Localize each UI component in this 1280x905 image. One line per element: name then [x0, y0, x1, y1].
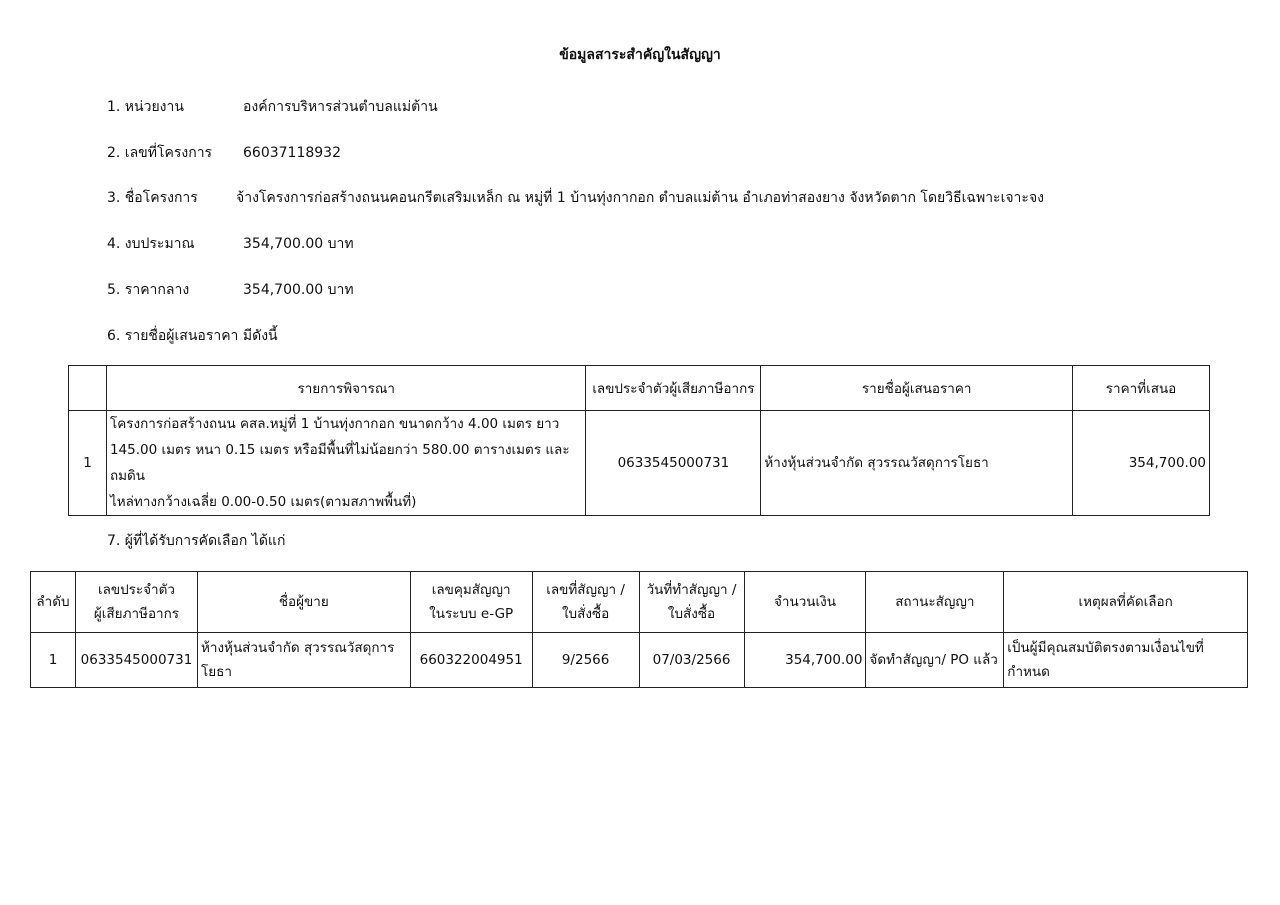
field-project-number	[107, 142, 341, 164]
table-row	[69, 411, 1210, 516]
field-budget	[107, 233, 354, 255]
document-title: ข้อมูลสาระสำคัญในสัญญา	[559, 47, 721, 63]
seller-line: โยธา	[200, 664, 232, 680]
cell-bidder: ห้างหุ้นส่วนจำกัด สุวรรณวัสดุการโยธา	[761, 411, 1073, 516]
header-blank	[69, 366, 107, 411]
field-value: องค์การบริหารส่วนตำบลแม่ต้าน	[243, 99, 438, 115]
field-label: 1. หน่วยงาน	[107, 99, 184, 115]
header-line: ใบสั่งซื้อ	[561, 606, 610, 622]
header-tax-id: เลขประจำตัวผู้เสียภาษีอากร	[586, 366, 761, 411]
header-line: เลขที่สัญญา /	[546, 582, 625, 598]
cell-amount: 354,700.00	[744, 633, 866, 688]
header-tax-id	[75, 572, 197, 633]
header-bidder: รายชื่อผู้เสนอราคา	[761, 366, 1073, 411]
cell-control-no: 660322004951	[410, 633, 532, 688]
field-label: 5. ราคากลาง	[107, 282, 190, 298]
header-item: รายการพิจารณา	[106, 366, 585, 411]
header-seller: ชื่อผู้ขาย	[197, 572, 410, 633]
cell-seller	[197, 633, 410, 688]
item-line: ไหล่ทางกว้างเฉลี่ย 0.00-0.50 เมตร(ตามสภาพพื้นที่)	[109, 494, 417, 510]
field-agency	[107, 96, 438, 118]
field-label: 3. ชื่อโครงการ	[107, 190, 198, 206]
section-bidders-heading: 6. รายชื่อผู้เสนอราคา มีดังนี้	[107, 328, 278, 344]
cell-no: 1	[31, 633, 76, 688]
header-line: เลขประจำตัว	[97, 582, 175, 598]
cell-tax-id: 0633545000731	[75, 633, 197, 688]
header-contract-date	[639, 572, 744, 633]
field-value: จ้างโครงการก่อสร้างถนนคอนกรีตเสริมเหล็ก ณ หมู่ที่ 1 บ้านทุ่งกากอก ตำบลแม่ต้าน อำเภอท่าสองยาง จังหวัดตาก โดยวิธีเฉพาะเจาะจง	[236, 190, 1044, 206]
table-row	[31, 633, 1248, 688]
field-value: 66037118932	[243, 145, 341, 161]
section-selected-heading: 7. ผู้ที่ได้รับการคัดเลือก ได้แก่	[107, 533, 286, 549]
field-value: 354,700.00 บาท	[243, 236, 354, 252]
header-line: เลขคุมสัญญา	[431, 582, 511, 598]
table-header-row	[31, 572, 1248, 633]
cell-contract-date: 07/03/2566	[639, 633, 744, 688]
cell-contract-no: 9/2566	[532, 633, 639, 688]
cell-tax-id: 0633545000731	[586, 411, 761, 516]
header-control-no	[410, 572, 532, 633]
seller-line: ห้างหุ้นส่วนจำกัด สุวรรณวัสดุการ	[200, 640, 395, 656]
header-reason: เหตุผลที่คัดเลือก	[1004, 572, 1248, 633]
cell-status: จัดทำสัญญา/ PO แล้ว	[866, 633, 1004, 688]
header-price: ราคาที่เสนอ	[1073, 366, 1210, 411]
cell-item	[106, 411, 585, 516]
field-value: 354,700.00 บาท	[243, 282, 354, 298]
field-label: 4. งบประมาณ	[107, 236, 195, 252]
cell-reason: เป็นผู้มีคุณสมบัติตรงตามเงื่อนไขที่กำหนด	[1004, 633, 1248, 688]
selected-table	[30, 571, 1248, 688]
table-header-row	[69, 366, 1210, 411]
header-line: ในระบบ e-GP	[429, 606, 514, 622]
header-no: ลำดับ	[31, 572, 76, 633]
header-line: วันที่ทำสัญญา /	[646, 582, 737, 598]
cell-price: 354,700.00	[1073, 411, 1210, 516]
field-median-price	[107, 279, 354, 301]
bids-table	[68, 365, 1210, 516]
field-project-name	[107, 187, 1044, 209]
header-contract-no	[532, 572, 639, 633]
header-amount: จำนวนเงิน	[744, 572, 866, 633]
field-label: 2. เลขที่โครงการ	[107, 145, 213, 161]
header-line: ผู้เสียภาษีอากร	[93, 606, 180, 622]
item-line: โครงการก่อสร้างถนน คสล.หมู่ที่ 1 บ้านทุ่งกากอก ขนาดกว้าง 4.00 เมตร ยาว	[109, 416, 560, 432]
cell-number: 1	[69, 411, 107, 516]
header-line: ใบสั่งซื้อ	[667, 606, 716, 622]
item-line: 145.00 เมตร หนา 0.15 เมตร หรือมีพื้นที่ไม่น้อยกว่า 580.00 ตารางเมตร และถมดิน	[109, 442, 570, 484]
header-status: สถานะสัญญา	[866, 572, 1004, 633]
